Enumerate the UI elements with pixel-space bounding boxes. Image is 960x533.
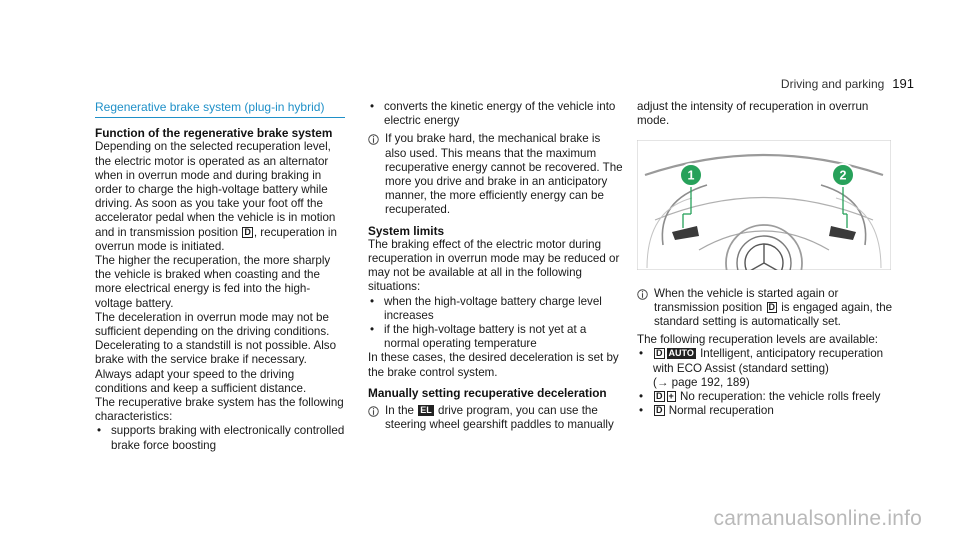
info-note: When the vehicle is started again or transmission position D is engaged again, the standard setting is automatically set. bbox=[637, 287, 899, 330]
list-item: • converts the kinetic energy of the vehicle into electric energy bbox=[368, 100, 623, 128]
info-note: In the EL drive program, you can use the steering wheel gearshift paddles to manually bbox=[368, 404, 623, 432]
gear-d-symbol: D bbox=[244, 226, 251, 237]
list-item: • supports braking with electronically controlled brake force boosting bbox=[95, 424, 345, 452]
paragraph-1: Depending on the selected recuperation level, the electric motor is operated as an alternator when in overrun mode and during braking in order to charge the high-voltage battery while driving. As soon as you take your foot off the accelerator pedal when the vehicle is in motion and in transmission position D , recuperation in overrun mode is initiated. bbox=[95, 140, 337, 253]
info-icon bbox=[368, 134, 379, 145]
paragraph-3: The deceleration in overrun mode may not be sufficient depending on the driving conditions. Decelerating to a standstill is not possible. Also brake with the service brake if necessary. Always adapt your speed to the driving conditions and keep a sufficient distance. bbox=[95, 310, 337, 395]
heading-function: Function of the regenerative brake system bbox=[95, 126, 333, 141]
list-item: • if the high-voltage battery is not yet at a normal operating temperature bbox=[368, 323, 623, 351]
paragraph-continued: adjust the intensity of recuperation in overrun mode. bbox=[637, 100, 869, 128]
page-number: 191 bbox=[892, 76, 914, 91]
info-icon bbox=[368, 406, 379, 417]
paragraph-7: The following recuperation levels are available: bbox=[637, 333, 879, 347]
plus-symbol: + bbox=[668, 391, 674, 402]
header-section: Driving and parking bbox=[780, 77, 885, 91]
list-item: • D Normal recuperation bbox=[637, 404, 899, 418]
gear-d-symbol: D bbox=[656, 405, 663, 416]
column-1 bbox=[95, 100, 345, 453]
gear-d-symbol: D bbox=[768, 301, 775, 312]
heading-manual-setting: Manually setting recuperative deceleration bbox=[368, 385, 607, 400]
steering-wheel-illustration bbox=[637, 140, 891, 270]
list-item: • when the high-voltage battery charge level increases bbox=[368, 295, 623, 323]
column-3 bbox=[637, 100, 899, 418]
gear-d-symbol: D bbox=[656, 391, 663, 402]
paragraph-4: The recuperative brake system has the following characteristics: bbox=[95, 396, 344, 424]
page-reference: (→ page 192, 189) bbox=[653, 375, 750, 389]
list-item: • D AUTO Intelligent, anticipatory recuperation with ECO Assist (standard setting) (→ page 192, 189) bbox=[637, 347, 899, 390]
paragraph-2: The higher the recuperation, the more sharply the vehicle is braked when coasting and the more electrical energy is fed into the high-voltage battery. bbox=[95, 254, 331, 310]
heading-system-limits: System limits bbox=[368, 223, 445, 238]
watermark: carmanualsonline.info bbox=[713, 506, 922, 530]
section-title: Regenerative brake system (plug-in hybrid) bbox=[95, 100, 345, 118]
paragraph-6: In these cases, the desired deceleration is set by the brake control system. bbox=[368, 351, 619, 379]
drive-program-el-symbol: EL bbox=[420, 405, 432, 416]
page-header bbox=[781, 77, 914, 91]
list-item: • D + No recuperation: the vehicle rolls freely bbox=[637, 390, 899, 404]
info-icon bbox=[637, 289, 648, 300]
info-note: If you brake hard, the mechanical brake is also used. This means that the maximum recuperative energy cannot be recovered. The more you drive and brake in an anticipatory manner, the more efficiently energy can be recuperated. bbox=[368, 132, 623, 217]
auto-symbol: AUTO bbox=[668, 348, 694, 359]
callout-1: 1 bbox=[687, 168, 695, 183]
gear-d-symbol: D bbox=[656, 348, 663, 359]
column-2 bbox=[368, 100, 623, 436]
callout-2: 2 bbox=[839, 168, 847, 183]
paragraph-5: The braking effect of the electric motor during recuperation in overrun mode may be reduced or may not be available at all in the following situations: bbox=[368, 237, 620, 294]
